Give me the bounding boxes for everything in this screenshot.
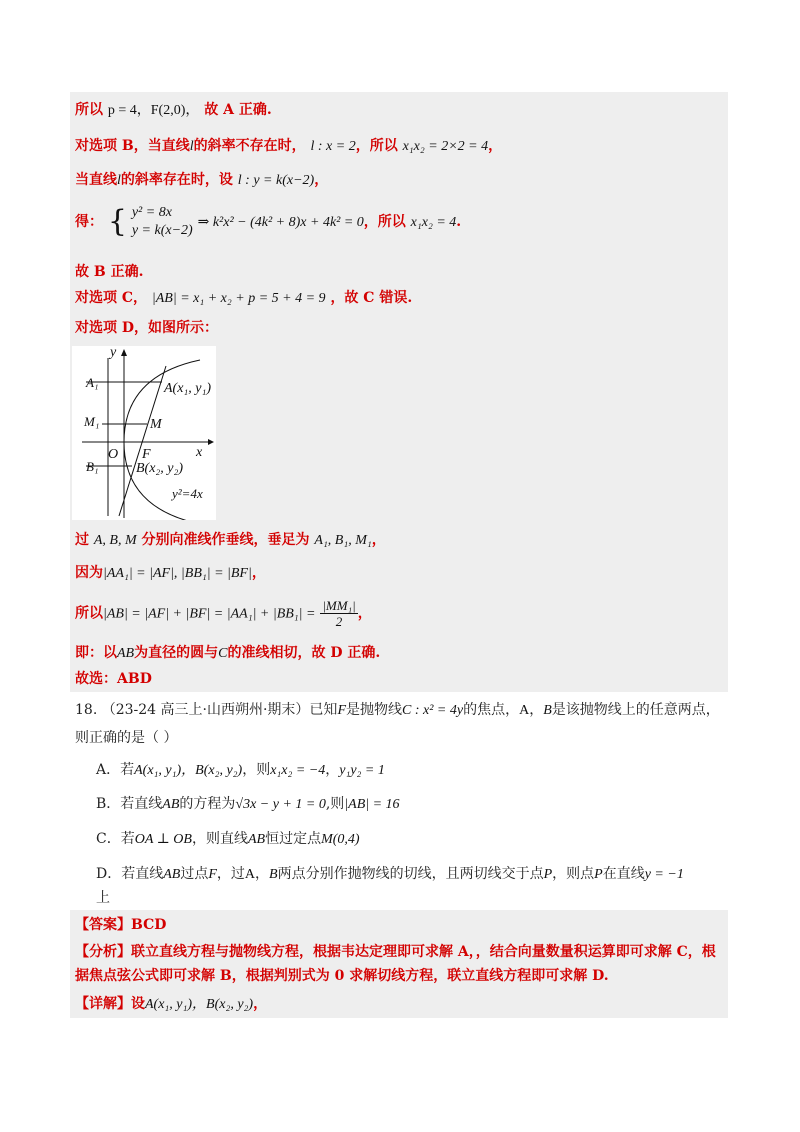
- math-formula: A, B, M: [93, 533, 137, 548]
- math-formula: |AA₁| = |AF|, |BB₁| = |BF|: [103, 566, 252, 581]
- x-axis-label: x: [196, 445, 203, 460]
- answer-label: 【答案】: [75, 917, 131, 933]
- math-formula: A(x₁, y₁)，B(x₂, y₂): [145, 997, 254, 1012]
- solution-line-6: 对选项 C， |AB| = x₁ + x₂ + p = 5 + 4 = 9 ，故 C 错误.: [75, 290, 413, 306]
- solution-line-11: 即：以AB为直径的圆与C的准线相切，故 D 正确.: [75, 645, 381, 661]
- option-a: A．若A(x₁, y₁)，B(x₂, y₂)，则x₁x₂ = −4，y₁y₂ = 1: [96, 762, 385, 778]
- option-b: B．若直线AB的方程为√3x − y + 1 = 0,则|AB| = 16: [96, 796, 400, 812]
- solution-line-5: 故 B 正确.: [75, 264, 144, 280]
- math-formula: |AB| = x₁ + x₂ + p = 5 + 4 = 9: [151, 291, 326, 306]
- math-formula: M(0,4): [321, 832, 360, 847]
- math-formula: OA ⊥ OB: [134, 832, 192, 847]
- math-formula: y = −1: [644, 867, 684, 882]
- y-arrow-icon: [121, 349, 127, 356]
- parabola-diagram: [72, 346, 216, 520]
- detail-line: 【详解】设A(x₁, y₁)，B(x₂, y₂)，: [75, 996, 268, 1012]
- analysis-line-1: 【分析】联立直线方程与抛物线方程，根据韦达定理即可求解 A，，结合向量数量积运算即可求解 C，根: [75, 944, 716, 960]
- solution-line-12: 故选：ABD: [75, 671, 152, 687]
- solution-line-10: 所以|AB| = |AF| + |BF| = |AA₁| + |BB₁| = $\frac{\text{|MM₁|}}{2}$ ，: [75, 598, 372, 629]
- math-formula: |AB| = |AF| + |BF| = |AA₁| + |BB₁| =: [103, 606, 316, 622]
- option-d: D．若直线AB过点F，过A，B两点分别作抛物线的切线，且两切线交于点P，则点P在直线y = −1: [96, 866, 684, 882]
- point-b1-label: B₁: [86, 459, 99, 474]
- option-c: C．若OA ⊥ OB，则直线AB恒过定点M(0,4): [96, 831, 360, 847]
- x-arrow-icon: [208, 439, 214, 445]
- solution-line-4: 得： { y² = 8x y = k(x−2) ⇒ k²x² − (4k² + 8)x + 4k² = 0，所以 x₁x₂ = 4.: [75, 204, 462, 239]
- curve-equation-label: y²=4x: [172, 486, 203, 501]
- problem-18-stem-cont: 则正确的是（ ）: [75, 730, 178, 746]
- solution-line-1: 所以 p = 4，F(2,0)， 故 A 正确.: [75, 102, 272, 118]
- problem-18-stem: 18. （23-24 高三上·山西朔州·期末）已知F是抛物线C : x² = 4y的焦点，A，B是该抛物线上的任意两点，: [75, 702, 720, 718]
- math-formula: C : x² = 4y: [402, 703, 464, 718]
- math-formula: x₁x₂ = 2×2 = 4: [402, 139, 489, 154]
- math-formula: |AB| = 16: [344, 797, 400, 812]
- math-formula: √3x − y + 1 = 0: [235, 797, 326, 812]
- point-a1-label: A₁: [86, 375, 99, 390]
- math-formula: p = 4，F(2,0)，: [107, 103, 200, 118]
- focus-label: F: [142, 447, 151, 462]
- equation-system: y² = 8x y = k(x−2): [131, 205, 193, 238]
- solution-line-7: 对选项 D，如图所示：: [75, 320, 219, 336]
- math-formula: y₁y₂ = 1: [339, 763, 385, 778]
- solution-line-2: 对选项 B，当直线l的斜率不存在时， l : x = 2，所以 x₁x₂ = 2×2 = 4，: [75, 138, 503, 154]
- brace-symbol: {: [107, 204, 127, 239]
- point-a-label: A(x₁, y₁): [164, 381, 212, 396]
- point-m-label: M: [150, 417, 162, 432]
- math-formula: ⇒ k²x² − (4k² + 8)x + 4k² = 0: [197, 215, 364, 230]
- parabola-figure: [72, 346, 216, 520]
- solution-line-9: 因为|AA₁| = |AF|, |BB₁| = |BF|，: [75, 565, 266, 581]
- option-d-cont: 上: [96, 890, 110, 906]
- analysis-line-2: 据焦点弦公式即可求解 B，根据判别式为 0 求解切线方程，联立直线方程即可求解 D.: [75, 968, 609, 984]
- math-formula: x₁x₂ = −4: [270, 763, 326, 778]
- answer-line: [75, 915, 166, 935]
- solution-line-3: 当直线l的斜率存在时，设 l : y = k(x−2)，: [75, 172, 329, 188]
- answer-value: BCD: [131, 917, 167, 933]
- point-m1-label: M₁: [84, 414, 100, 429]
- solution-line-8: 过 A, B, M 分别向准线作垂线，垂足为 A₁, B₁, M₁，: [75, 532, 386, 548]
- math-formula: A₁, B₁, M₁: [314, 533, 372, 548]
- math-formula: l : y = k(x−2): [237, 173, 315, 188]
- fraction: $\frac{\text{|MM₁|}}{2}$: [322, 598, 356, 629]
- point-b-label: B(x₂, y₂): [136, 461, 184, 476]
- origin-label: O: [108, 447, 119, 462]
- math-formula: l : x = 2: [310, 139, 356, 154]
- math-formula: x₁x₂ = 4: [410, 215, 457, 230]
- y-axis-label: y: [110, 346, 117, 360]
- math-formula: A(x₁, y₁)，B(x₂, y₂): [134, 763, 243, 778]
